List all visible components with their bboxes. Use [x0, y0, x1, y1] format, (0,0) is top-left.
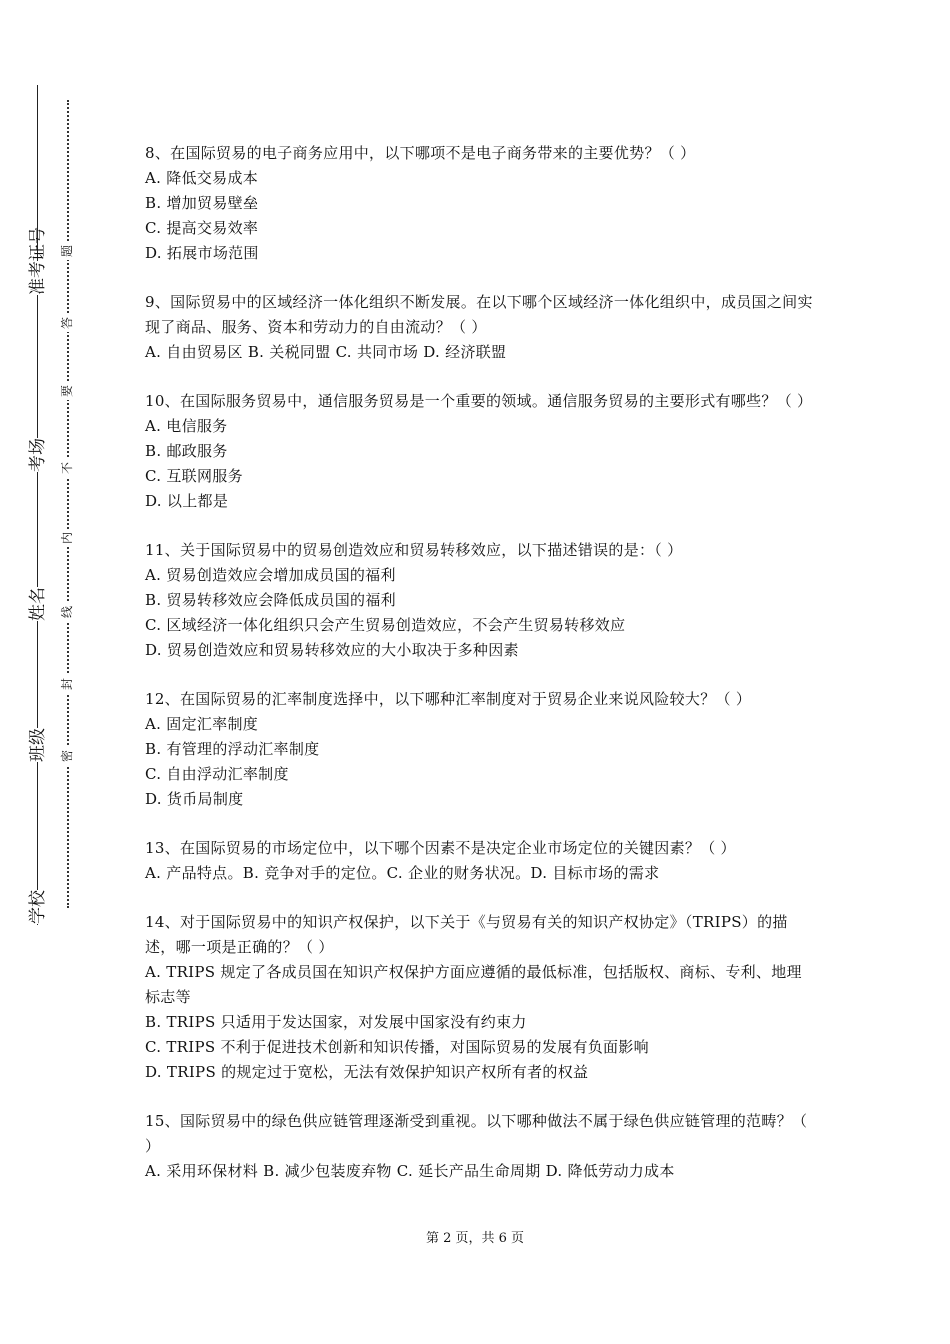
- option-b: B. 有管理的浮动汇率制度: [145, 740, 320, 758]
- label-school: 学校: [21, 890, 55, 924]
- seal-char: 答: [59, 314, 75, 332]
- label-exam-room: 考场: [21, 438, 55, 472]
- option-c: C. 自由浮动汇率制度: [145, 765, 289, 783]
- seal-char: 题: [59, 242, 75, 260]
- option-d: D. 以上都是: [145, 492, 229, 510]
- option-d: D. 拓展市场范围: [145, 244, 259, 262]
- seal-char: 封: [59, 675, 75, 693]
- option-a: A. 降低交易成本: [145, 169, 259, 187]
- option-b: B. TRIPS 只适用于发达国家，对发展中国家没有约束力: [145, 1013, 527, 1031]
- option-b: B. 增加贸易壁垒: [145, 194, 259, 212]
- option-c: C. 互联网服务: [145, 467, 243, 485]
- question-9: [145, 290, 817, 365]
- options-inline: A. 产品特点。B. 竞争对手的定位。C. 企业的财务状况。D. 目标市场的需求: [145, 864, 660, 882]
- option-c: C. 区域经济一体化组织只会产生贸易创造效应，不会产生贸易转移效应: [145, 616, 626, 634]
- option-d: D. 货币局制度: [145, 790, 244, 808]
- question-8: [145, 141, 817, 266]
- label-name: 姓名: [21, 587, 55, 621]
- question-12: [145, 687, 817, 812]
- option-a: A. 固定汇率制度: [145, 715, 259, 733]
- option-a: A. 电信服务: [145, 417, 228, 435]
- seal-char: 线: [59, 603, 75, 621]
- question-text: 8、在国际贸易的电子商务应用中，以下哪项不是电子商务带来的主要优势？（ ）: [145, 144, 696, 162]
- option-d: D. 贸易创造效应和贸易转移效应的大小取决于多种因素: [145, 641, 519, 659]
- option-a: A. 贸易创造效应会增加成员国的福利: [145, 566, 396, 584]
- question-text: 9、国际贸易中的区域经济一体化组织不断发展。在以下哪个区域经济一体化组织中，成员国之间实现了商品、服务、资本和劳动力的自由流动？（ ）: [145, 293, 813, 336]
- binding-dotted-line: [67, 100, 69, 908]
- question-text: 12、在国际贸易的汇率制度选择中，以下哪种汇率制度对于贸易企业来说风险较大？（ ）: [145, 690, 752, 708]
- option-a: A. TRIPS 规定了各成员国在知识产权保护方面应遵循的最低标准，包括版权、商标、专利、地理标志等: [145, 963, 802, 1006]
- option-c: C. 提高交易效率: [145, 219, 259, 237]
- seal-char: 密: [59, 747, 75, 765]
- question-list: [145, 141, 817, 1208]
- question-text: 11、关于国际贸易中的贸易创造效应和贸易转移效应，以下描述错误的是：（ ）: [145, 541, 683, 559]
- option-d: D. TRIPS 的规定过于宽松，无法有效保护知识产权所有者的权益: [145, 1063, 589, 1081]
- binding-solid-line: [37, 85, 38, 925]
- options-inline: A. 自由贸易区 B. 关税同盟 C. 共同市场 D. 经济联盟: [145, 343, 507, 361]
- option-c: C. TRIPS 不利于促进技术创新和知识传播，对国际贸易的发展有负面影响: [145, 1038, 649, 1056]
- question-11: [145, 538, 817, 663]
- binding-margin: [0, 0, 110, 1344]
- seal-char: 不: [59, 459, 75, 477]
- seal-char: 要: [59, 382, 75, 400]
- option-b: B. 邮政服务: [145, 442, 228, 460]
- label-class: 班级: [21, 728, 55, 762]
- page-footer: 第 2 页，共 6 页: [425, 1231, 525, 1246]
- question-13: [145, 836, 817, 886]
- option-b: B. 贸易转移效应会降低成员国的福利: [145, 591, 396, 609]
- options-inline: A. 采用环保材料 B. 减少包装废弃物 C. 延长产品生命周期 D. 降低劳动力成本: [145, 1162, 675, 1180]
- question-text: 10、在国际服务贸易中，通信服务贸易是一个重要的领域。通信服务贸易的主要形式有哪些？（ ）: [145, 392, 813, 410]
- question-text: 14、对于国际贸易中的知识产权保护，以下关于《与贸易有关的知识产权协定》（TRIPS）的描述，哪一项是正确的？（ ）: [145, 913, 788, 956]
- question-text: 13、在国际贸易的市场定位中，以下哪个因素不是决定企业市场定位的关键因素？（ ）: [145, 839, 736, 857]
- question-text: 15、国际贸易中的绿色供应链管理逐渐受到重视。以下哪种做法不属于绿色供应链管理的范畴？（ ）: [145, 1112, 808, 1155]
- question-15: [145, 1109, 817, 1184]
- seal-char: 内: [59, 529, 75, 547]
- question-14: [145, 910, 817, 1085]
- question-10: [145, 389, 817, 514]
- label-exam-number: 准考证号: [21, 261, 55, 295]
